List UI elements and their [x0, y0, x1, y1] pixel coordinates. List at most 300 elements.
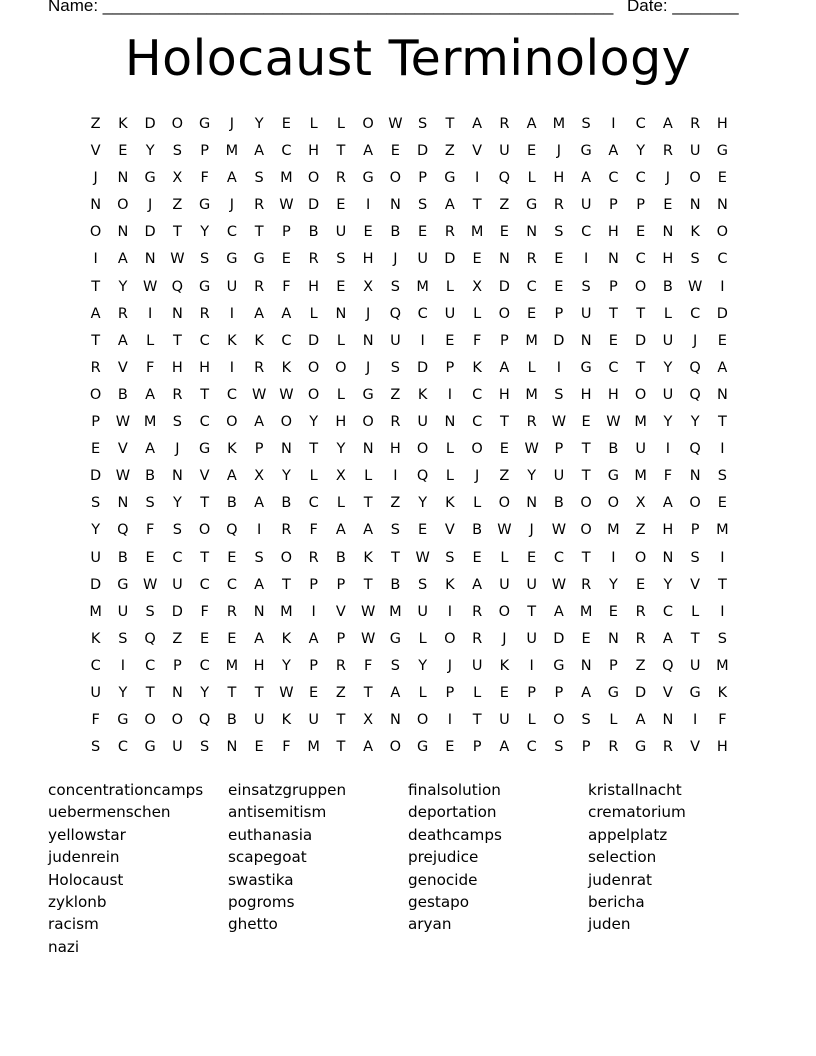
- grid-letter: E: [390, 143, 400, 160]
- grid-letter: G: [199, 116, 211, 132]
- grid-letter: J: [147, 197, 153, 214]
- grid-letter: T: [608, 305, 618, 322]
- grid-letter: G: [553, 657, 565, 674]
- grid-letter: S: [445, 549, 455, 566]
- grid-letter: A: [254, 495, 265, 512]
- grid-letter: B: [390, 576, 401, 593]
- grid-letter: C: [581, 224, 592, 241]
- grid-letter: C: [717, 251, 728, 268]
- grid-letter: S: [145, 495, 155, 512]
- grid-letter: E: [527, 143, 537, 160]
- grid-letter: U: [553, 468, 565, 485]
- grid-letter: P: [336, 630, 346, 647]
- word-list-item: crematorium: [588, 803, 686, 822]
- grid-letter: E: [636, 576, 646, 593]
- grid-letter: K: [690, 224, 700, 241]
- grid-letter: E: [118, 143, 128, 160]
- grid-letter: W: [551, 414, 567, 431]
- grid-letter: D: [498, 278, 510, 295]
- word-list-item: uebermenschen: [48, 803, 171, 822]
- grid-letter: U: [253, 712, 265, 729]
- grid-letter: I: [120, 657, 126, 674]
- grid-letter: O: [580, 522, 592, 539]
- grid-letter: T: [200, 549, 210, 566]
- word-list-item: Holocaust: [48, 870, 124, 889]
- grid-letter: X: [254, 468, 265, 485]
- grid-letter: H: [389, 441, 401, 458]
- grid-row: [82, 168, 736, 195]
- grid-letter: K: [445, 495, 455, 512]
- grid-letter: V: [444, 522, 455, 539]
- grid-letter: M: [470, 224, 484, 241]
- grid-letter: P: [554, 684, 564, 701]
- grid-letter: M: [280, 603, 293, 620]
- grid-letter: Z: [499, 468, 510, 485]
- grid-letter: S: [418, 116, 428, 132]
- grid-letter: T: [281, 576, 291, 593]
- grid-letter: P: [609, 278, 618, 295]
- grid-letter: S: [581, 116, 591, 132]
- grid-letter: U: [580, 305, 592, 322]
- grid-letter: D: [90, 468, 102, 485]
- word-list-item: concentrationcamps: [48, 781, 204, 799]
- grid-letter: U: [526, 630, 537, 647]
- grid-letter: O: [416, 712, 429, 729]
- grid-letter: A: [526, 116, 537, 132]
- grid-row: [82, 656, 736, 683]
- grid-letter: U: [417, 414, 428, 431]
- grid-letter: Y: [636, 143, 646, 160]
- grid-letter: O: [171, 712, 184, 729]
- grid-letter: N: [526, 495, 538, 512]
- grid-letter: I: [256, 522, 262, 539]
- grid-letter: G: [716, 143, 728, 160]
- grid-letter: Q: [498, 170, 511, 187]
- grid-letter: J: [692, 332, 698, 349]
- grid-letter: E: [281, 116, 291, 132]
- grid-letter: O: [580, 495, 592, 512]
- grid-letter: O: [144, 712, 156, 729]
- grid-letter: T: [363, 495, 373, 512]
- grid-letter: R: [254, 197, 265, 214]
- grid-letter: D: [635, 684, 647, 701]
- grid-letter: D: [144, 224, 156, 241]
- grid-row: [82, 412, 736, 439]
- grid-letter: R: [172, 386, 183, 403]
- grid-letter: O: [498, 305, 511, 322]
- grid-letter: R: [254, 278, 265, 295]
- grid-letter: Y: [418, 657, 428, 674]
- grid-letter: T: [254, 684, 264, 701]
- grid-letter: T: [309, 441, 319, 458]
- grid-letter: E: [527, 549, 537, 566]
- grid-letter: C: [199, 332, 210, 349]
- grid-letter: B: [308, 224, 319, 241]
- grid-letter: L: [336, 495, 345, 512]
- grid-letter: B: [608, 441, 619, 458]
- grid-letter: I: [365, 197, 371, 214]
- grid-letter: E: [336, 278, 346, 295]
- grid-letter: P: [445, 684, 455, 701]
- grid-letter: K: [90, 630, 101, 647]
- grid-letter: E: [145, 549, 155, 566]
- grid-letter: M: [552, 116, 566, 132]
- grid-letter: A: [472, 576, 483, 593]
- grid-letter: G: [389, 630, 401, 647]
- grid-letter: Q: [662, 657, 674, 674]
- grid-letter: T: [363, 684, 373, 701]
- grid-row: [82, 141, 736, 168]
- grid-letter: T: [581, 468, 591, 485]
- grid-letter: E: [554, 251, 564, 268]
- grid-letter: L: [445, 441, 454, 458]
- grid-letter: U: [662, 386, 674, 403]
- grid-letter: P: [336, 576, 346, 593]
- grid-letter: V: [117, 359, 128, 376]
- grid-letter: F: [282, 278, 291, 295]
- grid-letter: E: [254, 739, 264, 756]
- grid-letter: A: [226, 468, 237, 485]
- grid-letter: T: [472, 197, 482, 214]
- grid-letter: Y: [418, 495, 428, 512]
- grid-letter: H: [662, 522, 674, 539]
- grid-letter: A: [254, 143, 265, 160]
- grid-letter: M: [143, 414, 157, 431]
- grid-letter: E: [363, 224, 373, 241]
- grid-letter: D: [144, 116, 156, 132]
- word-list-item: finalsolution: [408, 781, 501, 799]
- grid-letter: N: [335, 305, 347, 322]
- grid-letter: A: [635, 712, 646, 729]
- grid-letter: K: [227, 332, 237, 349]
- grid-letter: Z: [172, 630, 183, 647]
- grid-letter: T: [91, 278, 101, 295]
- grid-letter: T: [227, 684, 237, 701]
- grid-letter: L: [527, 359, 536, 376]
- grid-letter: O: [498, 495, 511, 512]
- grid-letter: U: [580, 197, 592, 214]
- grid-letter: E: [663, 197, 673, 214]
- grid-letter: V: [90, 143, 101, 160]
- grid-letter: I: [147, 305, 153, 322]
- grid-letter: B: [145, 468, 156, 485]
- grid-letter: Y: [91, 522, 101, 539]
- word-list-item: pogroms: [228, 893, 295, 912]
- grid-letter: M: [525, 332, 538, 349]
- grid-letter: A: [281, 305, 292, 322]
- grid-letter: U: [662, 332, 674, 349]
- grid-letter: G: [117, 712, 129, 729]
- grid-letter: U: [499, 576, 510, 593]
- grid-letter: X: [472, 278, 483, 295]
- grid-letter: C: [308, 495, 319, 512]
- grid-letter: F: [718, 712, 727, 729]
- grid-letter: W: [551, 522, 567, 539]
- grid-letter: A: [581, 684, 592, 701]
- grid-letter: A: [145, 386, 156, 403]
- grid-letter: I: [420, 332, 425, 349]
- grid-letter: H: [662, 251, 674, 268]
- grid-letter: J: [474, 468, 480, 485]
- grid-letter: N: [716, 197, 728, 214]
- grid-letter: M: [89, 603, 102, 620]
- grid-letter: E: [336, 197, 346, 214]
- grid-letter: J: [529, 522, 534, 539]
- grid-letter: K: [281, 359, 292, 376]
- grid-letter: E: [581, 630, 591, 647]
- grid-letter: F: [309, 522, 318, 539]
- grid-letter: B: [281, 495, 292, 512]
- grid-letter: G: [444, 170, 456, 187]
- word-list-item: selection: [588, 848, 657, 867]
- grid-letter: C: [145, 657, 156, 674]
- grid-letter: G: [362, 386, 374, 403]
- grid-letter: T: [527, 603, 537, 620]
- grid-letter: A: [254, 305, 265, 322]
- grid-letter: T: [336, 143, 346, 160]
- grid-letter: Z: [390, 495, 401, 512]
- grid-letter: N: [117, 224, 129, 241]
- grid-row: [82, 629, 736, 656]
- grid-letter: N: [90, 197, 102, 214]
- grid-letter: J: [447, 657, 453, 674]
- grid-letter: C: [226, 386, 237, 403]
- grid-letter: R: [472, 603, 483, 620]
- grid-letter: F: [200, 170, 209, 187]
- grid-letter: S: [717, 468, 727, 485]
- grid-letter: N: [280, 441, 292, 458]
- grid-letter: H: [335, 414, 347, 431]
- grid-letter: W: [497, 522, 512, 539]
- grid-letter: A: [335, 522, 346, 539]
- grid-letter: S: [390, 359, 400, 376]
- grid-letter: S: [390, 657, 400, 674]
- grid-letter: L: [473, 305, 482, 322]
- grid-letter: I: [447, 712, 453, 729]
- grid-letter: N: [580, 332, 592, 349]
- grid-letter: T: [445, 116, 455, 132]
- grid-letter: V: [335, 603, 346, 620]
- grid-letter: G: [253, 251, 265, 268]
- grid-letter: W: [279, 684, 294, 701]
- grid-row: [82, 195, 736, 222]
- grid-letter: M: [607, 522, 620, 539]
- grid-letter: P: [554, 441, 564, 458]
- grid-letter: B: [662, 278, 673, 295]
- grid-row: [82, 114, 736, 141]
- grid-letter: G: [580, 359, 592, 376]
- grid-letter: O: [335, 359, 347, 376]
- grid-letter: E: [717, 495, 727, 512]
- grid-letter: Q: [198, 712, 211, 729]
- grid-letter: T: [499, 414, 509, 431]
- grid-letter: W: [687, 278, 703, 295]
- grid-letter: A: [444, 197, 455, 214]
- grid-letter: T: [363, 576, 373, 593]
- grid-letter: S: [172, 522, 182, 539]
- grid-letter: H: [308, 143, 320, 160]
- grid-letter: G: [199, 441, 211, 458]
- grid-letter: O: [444, 630, 456, 647]
- grid-letter: M: [716, 657, 729, 674]
- word-list-item: gestapo: [408, 893, 470, 912]
- grid-letter: I: [93, 251, 98, 268]
- grid-letter: C: [199, 576, 210, 593]
- grid-letter: C: [635, 251, 646, 268]
- grid-letter: L: [309, 116, 318, 132]
- grid-letter: L: [527, 712, 536, 729]
- word-list-item: aryan: [408, 915, 452, 934]
- grid-letter: W: [606, 414, 621, 431]
- grid-letter: A: [472, 116, 483, 132]
- grid-letter: O: [89, 386, 102, 403]
- grid-letter: R: [526, 414, 537, 431]
- grid-letter: E: [717, 332, 727, 349]
- grid-letter: O: [89, 224, 102, 241]
- grid-letter: J: [365, 305, 371, 322]
- page-title: Holocaust Terminology: [124, 30, 692, 87]
- grid-letter: O: [471, 441, 483, 458]
- grid-letter: T: [145, 684, 155, 701]
- grid-letter: G: [580, 143, 592, 160]
- grid-letter: F: [145, 359, 155, 376]
- grid-letter: T: [254, 224, 264, 241]
- grid-letter: R: [526, 251, 537, 268]
- word-list-item: yellowstar: [48, 825, 126, 844]
- grid-letter: K: [417, 386, 428, 403]
- grid-letter: V: [472, 143, 483, 160]
- grid-letter: G: [199, 197, 211, 214]
- grid-letter: Q: [226, 522, 238, 539]
- grid-letter: L: [473, 495, 482, 512]
- grid-row: [82, 222, 736, 249]
- grid-letter: A: [608, 143, 619, 160]
- grid-letter: Y: [145, 143, 155, 160]
- grid-letter: U: [499, 712, 510, 729]
- grid-letter: D: [444, 251, 456, 268]
- grid-letter: Q: [689, 386, 701, 403]
- grid-letter: Y: [608, 576, 618, 593]
- word-list-item: genocide: [408, 870, 478, 889]
- grid-letter: T: [472, 712, 482, 729]
- grid-letter: N: [117, 170, 129, 187]
- grid-letter: W: [551, 576, 567, 593]
- grid-letter: B: [335, 549, 346, 566]
- grid-letter: G: [199, 278, 211, 295]
- grid-letter: C: [608, 359, 619, 376]
- grid-letter: Y: [200, 224, 210, 241]
- grid-letter: O: [607, 495, 620, 512]
- grid-letter: R: [254, 359, 265, 376]
- grid-letter: P: [254, 441, 264, 458]
- grid-letter: J: [365, 359, 371, 376]
- grid-letter: I: [692, 712, 698, 729]
- grid-letter: R: [90, 359, 101, 376]
- grid-letter: E: [309, 684, 319, 701]
- grid-letter: L: [364, 468, 373, 485]
- grid-letter: U: [635, 441, 646, 458]
- grid-letter: Z: [390, 386, 401, 403]
- grid-letter: A: [662, 495, 673, 512]
- grid-letter: R: [499, 116, 510, 132]
- grid-letter: S: [254, 170, 264, 187]
- grid-letter: I: [611, 116, 616, 132]
- grid-letter: N: [662, 712, 674, 729]
- grid-letter: L: [500, 549, 509, 566]
- grid-letter: W: [115, 414, 131, 431]
- grid-letter: P: [472, 739, 482, 756]
- grid-letter: F: [472, 332, 482, 349]
- grid-letter: Z: [172, 197, 183, 214]
- grid-letter: A: [363, 143, 374, 160]
- grid-letter: H: [607, 224, 619, 241]
- grid-letter: D: [553, 630, 565, 647]
- grid-letter: P: [200, 143, 209, 160]
- grid-letter: S: [200, 251, 210, 268]
- grid-letter: L: [691, 603, 700, 620]
- grid-letter: Z: [635, 522, 646, 539]
- date-field-label: Date: _______: [627, 0, 739, 15]
- grid-letter: A: [717, 359, 728, 376]
- grid-letter: Q: [389, 305, 402, 322]
- grid-letter: K: [472, 359, 482, 376]
- grid-letter: K: [254, 332, 264, 349]
- grid-letter: R: [662, 143, 673, 160]
- grid-letter: N: [171, 468, 183, 485]
- grid-row: [82, 548, 736, 575]
- grid-letter: O: [689, 170, 701, 187]
- word-list-item: ghetto: [228, 915, 278, 934]
- grid-letter: M: [307, 739, 320, 756]
- grid-letter: F: [282, 739, 291, 756]
- grid-letter: P: [309, 657, 318, 674]
- grid-letter: T: [581, 549, 591, 566]
- grid-letter: E: [608, 603, 618, 620]
- grid-letter: U: [417, 251, 428, 268]
- grid-letter: O: [716, 224, 729, 241]
- grid-letter: Z: [444, 143, 455, 160]
- grid-letter: E: [608, 332, 618, 349]
- grid-letter: S: [172, 143, 182, 160]
- word-list-item: kristallnacht: [588, 781, 682, 799]
- grid-letter: B: [472, 522, 483, 539]
- grid-letter: O: [226, 414, 238, 431]
- word-list-item: einsatzgruppen: [228, 781, 347, 799]
- word-column: [48, 779, 228, 958]
- grid-letter: S: [581, 712, 591, 729]
- grid-letter: N: [689, 468, 701, 485]
- grid-letter: A: [226, 170, 237, 187]
- grid-letter: O: [362, 414, 374, 431]
- grid-letter: W: [279, 197, 294, 214]
- grid-letter: N: [362, 332, 374, 349]
- grid-letter: T: [91, 332, 101, 349]
- grid-letter: G: [144, 170, 156, 187]
- word-list-item: judenrein: [48, 848, 120, 867]
- grid-letter: V: [199, 468, 210, 485]
- grid-row: [82, 331, 736, 358]
- grid-letter: R: [662, 739, 673, 756]
- grid-letter: O: [171, 116, 184, 132]
- word-list-item: swastika: [228, 870, 294, 889]
- word-list-item: appelplatz: [588, 825, 668, 844]
- grid-letter: E: [499, 224, 509, 241]
- grid-letter: B: [553, 495, 564, 512]
- grid-row: [82, 466, 736, 493]
- word-list-item: scapegoat: [228, 848, 307, 867]
- grid-letter: E: [418, 224, 428, 241]
- grid-letter: W: [170, 251, 185, 268]
